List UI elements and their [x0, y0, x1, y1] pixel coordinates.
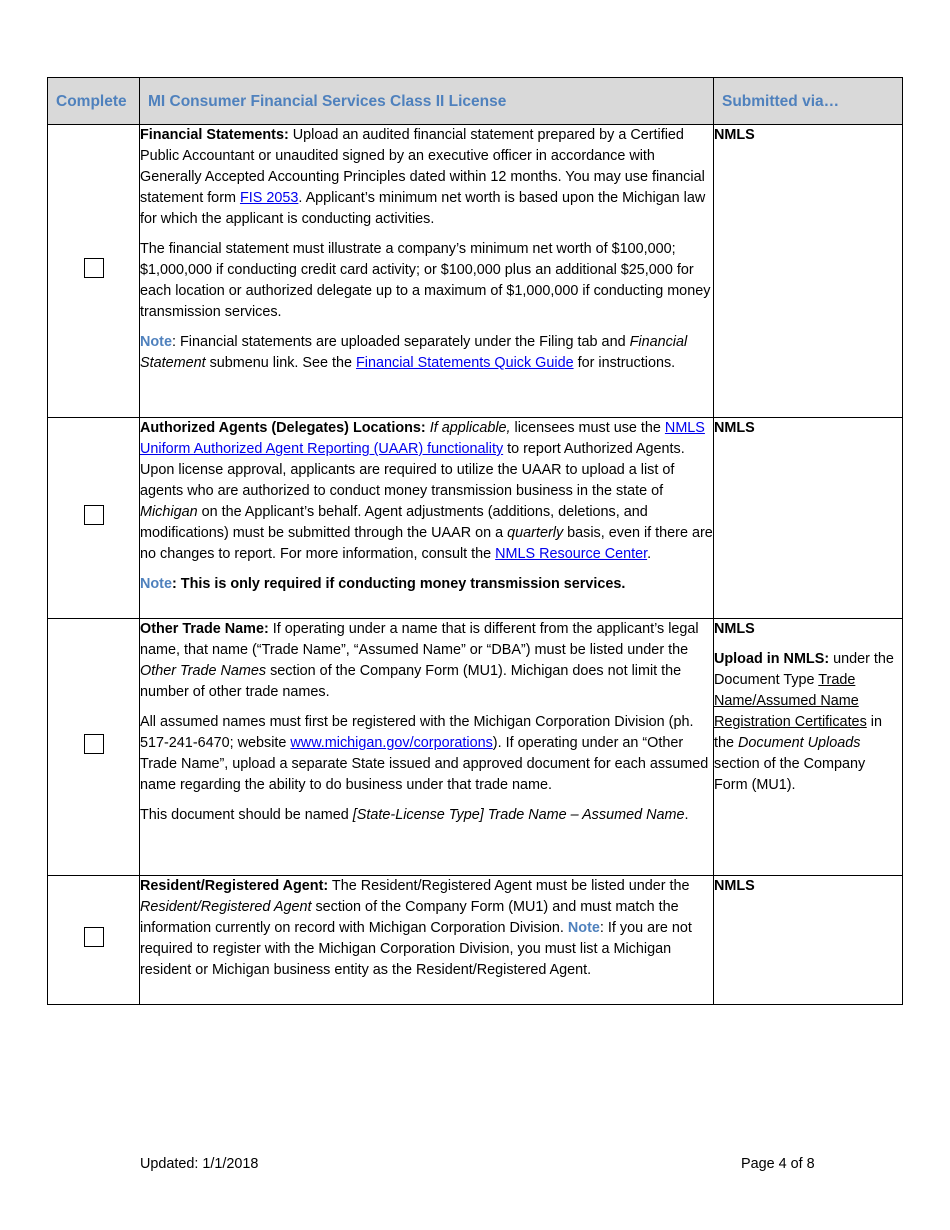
requirement-title: Other Trade Name: [140, 621, 269, 637]
upload-instructions: Upload in NMLS: under the Document Type Trade Name/Assumed Name Registration Certificates in the Document Uploads section of the Company Form (MU1). [714, 651, 894, 793]
note-label: Note [567, 920, 600, 936]
complete-checkbox-authorized-agents[interactable] [84, 505, 104, 525]
requirement-title: Resident/Registered Agent: [140, 878, 329, 894]
footer-updated-date: Updated: 1/1/2018 [140, 1156, 259, 1172]
submitted-via-cell [714, 619, 903, 876]
table-row-other-trade-name [48, 619, 903, 876]
submitted-via-cell [714, 125, 903, 418]
header-complete: Complete [48, 78, 140, 125]
complete-checkbox-other-trade-name[interactable] [84, 734, 104, 754]
note-paragraph: Note: This is only required if conducting money transmission services. [140, 576, 626, 592]
michigan-corporations-link[interactable]: www.michigan.gov/corporations [290, 735, 493, 751]
header-license: MI Consumer Financial Services Class II License [140, 78, 714, 125]
uaar-functionality-link[interactable]: NMLS Uniform Authorized Agent Reporting (UAAR) functionality [140, 420, 705, 457]
complete-checkbox-resident-agent[interactable] [84, 927, 104, 947]
fis-2053-link[interactable]: FIS 2053 [239, 190, 299, 206]
complete-cell [48, 418, 140, 619]
requirement-cell [140, 125, 714, 418]
requirement-paragraph: The financial statement must illustrate a company’s minimum net worth of $100,000; $1,000,000 if conducting credit card activity; or $100,000 plus an additional $25,000 for each location or authorized delegate up to a maximum of $1,000,000 if conducting money transmission services. [140, 241, 711, 320]
complete-cell [48, 619, 140, 876]
note-label: Note [140, 576, 172, 592]
requirement-cell [140, 876, 714, 1005]
submitted-via-value: NMLS [714, 420, 755, 436]
table-row-authorized-agents [48, 418, 903, 619]
financial-statements-quick-guide-link[interactable]: Financial Statements Quick Guide [356, 355, 574, 371]
requirement-paragraph: All assumed names must first be registered with the Michigan Corporation Division (ph. 517-241-6470; website www.michigan.gov/corporations). If operating under an “Other Trade Name”, upload a separate State issued and approved document for each assumed name regarding the ability to do business under that trade name. [140, 714, 709, 793]
table-header-row [48, 78, 903, 125]
table-row-resident-registered-agent [48, 876, 903, 1005]
footer-page-number: Page 4 of 8 [741, 1156, 815, 1172]
submitted-via-cell [714, 418, 903, 619]
submitted-via-cell [714, 876, 903, 1005]
complete-cell [48, 876, 140, 1005]
nmls-resource-center-link[interactable]: NMLS Resource Center [495, 546, 648, 562]
requirement-title: Authorized Agents (Delegates) Locations: [140, 420, 426, 436]
table-row-financial-statements [48, 125, 903, 418]
license-checklist-table [47, 77, 903, 1005]
requirement-title: Financial Statements: [140, 127, 289, 143]
requirement-paragraph: Authorized Agents (Delegates) Locations: If applicable, licensees must use the NMLS Uniform Authorized Agent Reporting (UAAR) functionality to report Authorized Agents. Upon license approval, applicants are required to utilize the UAAR to upload a list of agents who are authorized to conduct money transmission business in the state of Michigan on the Applicant’s behalf. Agent adjustments (additions, deletions, and modifications) must be submitted through the UAAR on a quarterly basis, even if there are no changes to report. For more information, consult the NMLS Resource Center. [140, 420, 713, 562]
requirement-paragraph: Financial Statements: Upload an audited financial statement prepared by a Certified Public Accountant or unaudited signed by an executive officer in accordance with Generally Accepted Accounting Principles dated within 12 months. You may use financial statement form FIS 2053. Applicant’s minimum net worth is based upon the Michigan law for which the applicant is conducting activities. [140, 127, 706, 227]
requirement-paragraph: This document should be named [State-License Type] Trade Name – Assumed Name. [140, 807, 689, 823]
requirement-cell [140, 619, 714, 876]
complete-checkbox-financial-statements[interactable] [84, 258, 104, 278]
requirement-paragraph: Resident/Registered Agent: The Resident/Registered Agent must be listed under the Resident/Registered Agent section of the Company Form (MU1) and must match the information currently on record with Michigan Corporation Division. Note: If you are not required to register with the Michigan Corporation Division, you must list a Michigan resident or Michigan business entity as the Resident/Registered Agent. [140, 878, 692, 978]
note-paragraph: Note: Financial statements are uploaded separately under the Filing tab and Financial Statement submenu link. See the Financial Statements Quick Guide for instructions. [140, 334, 688, 371]
submitted-via-value: NMLS [714, 878, 755, 894]
requirement-paragraph: Other Trade Name: If operating under a name that is different from the applicant’s legal name, that name (“Trade Name”, “Assumed Name” or “DBA”) must be listed under the Other Trade Names section of the Company Form (MU1). Michigan does not limit the number of other trade names. [140, 621, 699, 700]
submitted-via-value: NMLS [714, 127, 755, 143]
requirement-cell [140, 418, 714, 619]
complete-cell [48, 125, 140, 418]
note-label: Note [140, 334, 172, 350]
header-submitted-via: Submitted via… [714, 78, 903, 125]
submitted-via-value: NMLS [714, 621, 755, 637]
